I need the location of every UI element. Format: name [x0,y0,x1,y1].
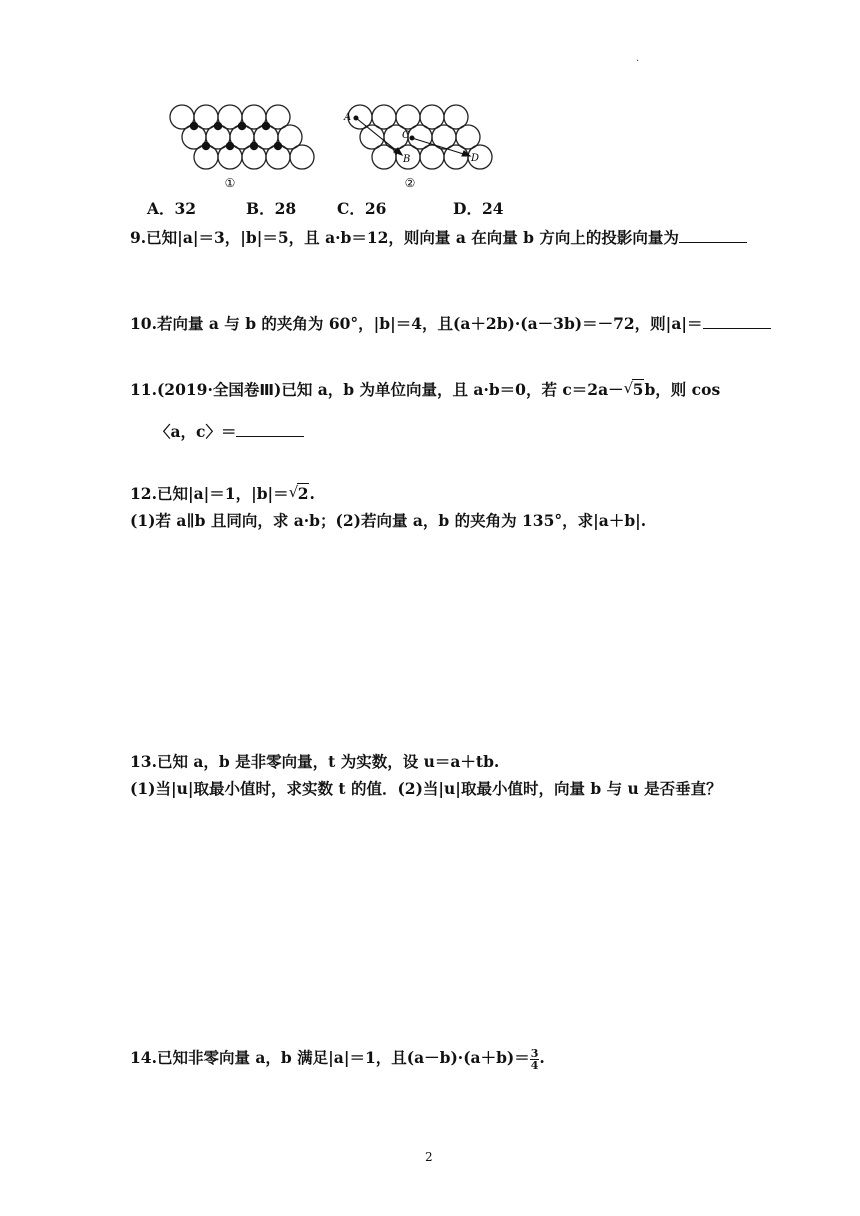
page-number: 2 [425,1150,433,1164]
sqrt-argument: 5 [632,380,644,399]
question-12-suffix: . [309,484,315,503]
question-13-line1: 13.已知 a，b 是非零向量，t 为实数，设 u＝a＋tb. [130,752,500,771]
option-a: A．32 [147,199,197,218]
question-11-suffix: b，则 cos [644,380,721,399]
question-9 [130,226,747,248]
fraction-numerator: 3 [530,1046,539,1060]
question-14-text: 14.已知非零向量 a，b 满足|a|＝1，且(a－b)·(a＋b)＝ [130,1048,530,1067]
page-mark: · [636,56,640,67]
question-13-line2: (1)当|u|取最小值时，求实数 t 的值．(2)当|u|取最小值时，向量 b 与 u 是否垂直？ [130,779,722,798]
question-10 [130,312,771,334]
figure-2-label: ② [404,176,416,190]
answer-blank [236,422,304,437]
question-11-source: 全国卷Ⅲ [212,381,274,399]
question-12-prefix: 12.已知|a|＝1，|b|＝ [130,484,289,503]
sqrt-argument: 2 [297,484,309,503]
question-11-mid: )已知 a，b 为单位向量，且 a·b＝0，若 c＝2a－ [274,380,624,399]
option-b: B．28 [246,199,297,218]
circle-packing-figure [160,98,530,194]
question-10-text: 10.若向量 a 与 b 的夹角为 60°，|b|＝4，且(a＋2b)·(a－3b)＝－72，则|a|＝ [130,314,703,333]
answer-blank [703,314,771,329]
figure-1-label: ① [224,176,236,190]
point-d-label: D [471,153,480,164]
fraction [530,1048,540,1071]
sqrt-symbol: √ 2 [288,483,309,503]
question-9-text: 9.已知|a|＝3，|b|＝5，且 a·b＝12，则向量 a 在向量 b 方向上的投影向量为 [130,228,679,247]
point-b-label: B [403,154,411,165]
sqrt-symbol: √ 5 [623,379,644,399]
question-14 [130,1046,545,1071]
option-d: D．24 [453,199,504,218]
question-11-line2 [155,420,304,442]
question-12-line1 [130,482,315,504]
question-11-line2-text: 〈a，c〉＝ [155,422,237,441]
point-a-label: A [344,112,352,123]
fraction-denominator: 4 [530,1058,539,1072]
question-14-suffix: . [539,1048,545,1067]
figure-1 [170,105,314,169]
option-c: C．26 [337,199,387,218]
question-12-line2: (1)若 a∥b 且同向，求 a·b；(2)若向量 a，b 的夹角为 135°，求|a＋b|. [130,511,647,530]
question-11-line1 [130,378,720,400]
question-11-prefix: 11.(2019· [130,380,213,399]
answer-blank [679,228,747,243]
point-c-label: C [402,130,410,141]
